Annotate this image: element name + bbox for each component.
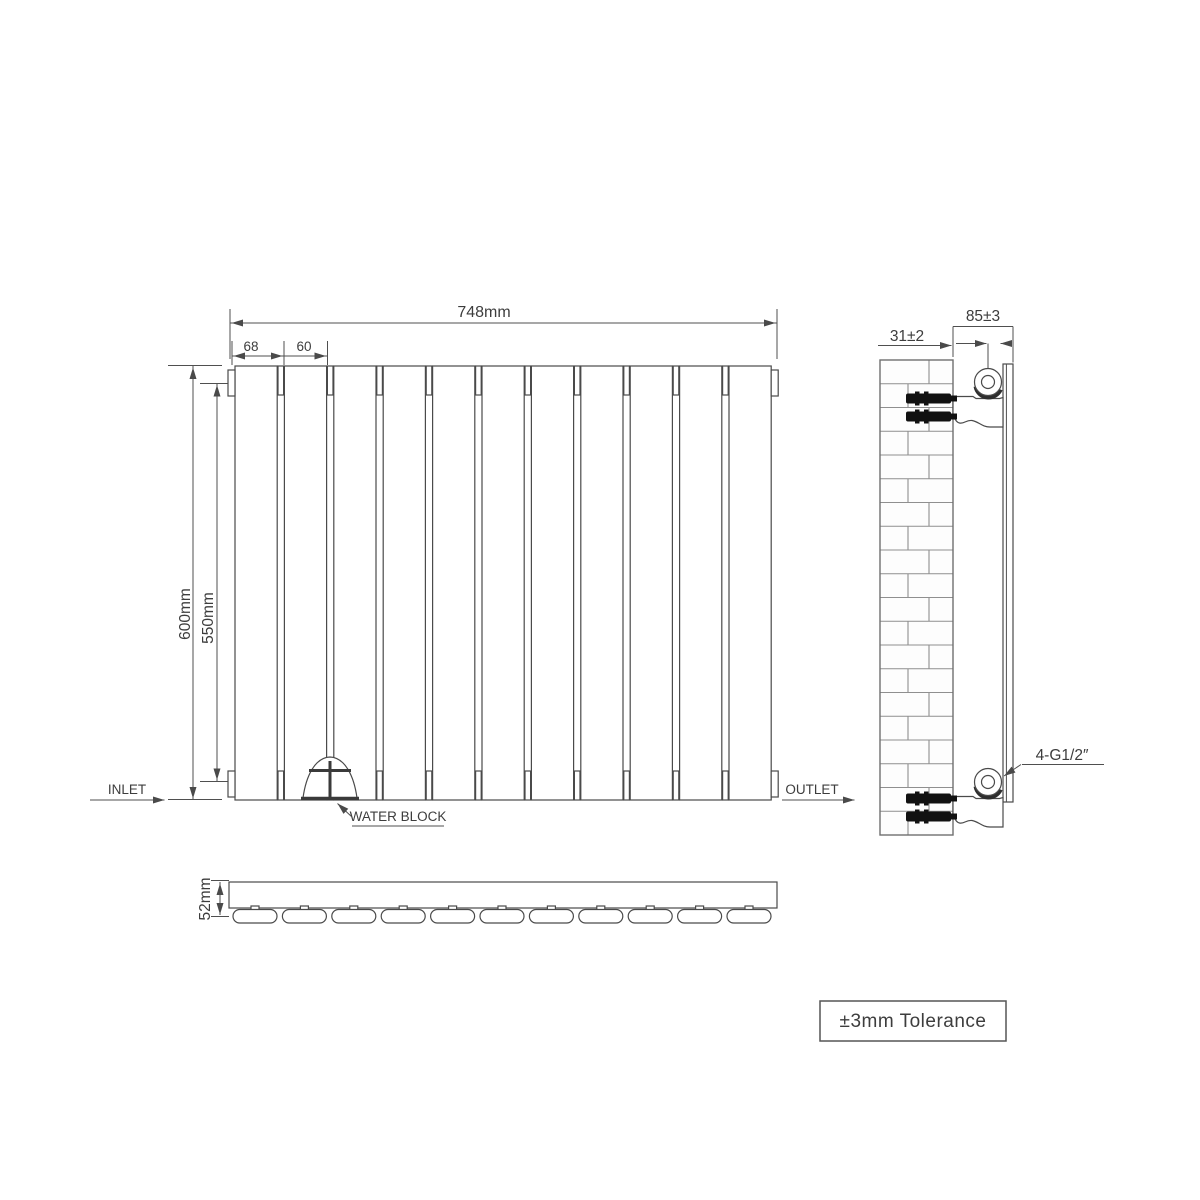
dim-height-text: 600mm bbox=[177, 588, 194, 640]
oval-tube bbox=[480, 910, 524, 924]
radiator-panel bbox=[235, 366, 277, 800]
outlet-annotation bbox=[782, 782, 855, 800]
water-block-annotation bbox=[338, 804, 447, 827]
dim-68-60 bbox=[232, 339, 328, 365]
tolerance-text: ±3mm Tolerance bbox=[839, 1011, 987, 1032]
panel-connector-top bbox=[574, 366, 580, 395]
panel-connector-bottom bbox=[574, 771, 580, 800]
oval-tube bbox=[678, 910, 722, 924]
side-panel-slab bbox=[1003, 364, 1013, 802]
radiator-panel bbox=[334, 366, 376, 800]
radiator-panel bbox=[581, 366, 623, 800]
top-view bbox=[197, 877, 777, 923]
radiator-panel bbox=[433, 366, 475, 800]
oval-tube bbox=[529, 910, 573, 924]
collector-tab bbox=[771, 370, 778, 396]
brick-wall bbox=[880, 360, 953, 835]
oval-tube bbox=[233, 910, 277, 924]
radiator-panel bbox=[383, 366, 425, 800]
panel-connector-bottom bbox=[624, 771, 630, 800]
panel-connector-top bbox=[426, 366, 432, 395]
bracket-arm bbox=[953, 397, 1003, 428]
oval-tube bbox=[628, 910, 672, 924]
radiator-panel bbox=[531, 366, 573, 800]
dim-panel-width-text: 60 bbox=[296, 339, 312, 354]
dim-52 bbox=[197, 877, 229, 920]
panel-connector-bottom bbox=[278, 771, 284, 800]
panel-connector-top bbox=[327, 366, 333, 395]
radiator-panel bbox=[729, 366, 771, 800]
panel-connector-top bbox=[525, 366, 531, 395]
water-block-text: WATER BLOCK bbox=[349, 809, 447, 824]
oval-tube bbox=[727, 910, 771, 924]
dim-pitch-text: 68 bbox=[243, 339, 259, 354]
radiator-panel bbox=[630, 366, 672, 800]
radiator-panel bbox=[284, 366, 326, 800]
radiator-panel bbox=[680, 366, 722, 800]
panel-connector-bottom bbox=[476, 771, 482, 800]
dim-31 bbox=[878, 328, 952, 346]
panel-connector-top bbox=[723, 366, 729, 395]
side-view bbox=[878, 308, 1104, 835]
tolerance-note bbox=[820, 1001, 1006, 1041]
oval-tube bbox=[332, 910, 376, 924]
inlet-text: INLET bbox=[107, 782, 147, 797]
panel-connector-top bbox=[624, 366, 630, 395]
outlet-text: OUTLET bbox=[785, 782, 839, 797]
oval-tube bbox=[579, 910, 623, 924]
dim-connection-height-text: 550mm bbox=[200, 592, 217, 644]
dim-748 bbox=[230, 304, 777, 359]
top-view-body bbox=[229, 882, 777, 908]
front-view bbox=[90, 304, 855, 826]
dim-bracket-depth-text: 85±3 bbox=[965, 308, 1001, 325]
radiator-panel bbox=[482, 366, 524, 800]
thread-text: 4-G1/2″ bbox=[1035, 747, 1089, 764]
oval-tube bbox=[431, 910, 475, 924]
panel-connector-bottom bbox=[525, 771, 531, 800]
dim-width-text: 748mm bbox=[457, 304, 511, 321]
dim-wall-offset-text: 31±2 bbox=[889, 328, 925, 345]
panel-connector-bottom bbox=[723, 771, 729, 800]
collector-tab bbox=[228, 370, 235, 396]
panel-connector-bottom bbox=[426, 771, 432, 800]
dim-600 bbox=[168, 366, 222, 801]
oval-tube bbox=[381, 910, 425, 924]
collector-tab bbox=[228, 771, 235, 797]
collector-tab bbox=[771, 771, 778, 797]
panel-connector-bottom bbox=[673, 771, 679, 800]
anchor-bolt bbox=[906, 392, 957, 406]
thread-annotation bbox=[1004, 747, 1104, 776]
dim-85 bbox=[953, 308, 1013, 368]
panel-connector-bottom bbox=[377, 771, 383, 800]
dim-depth-text: 52mm bbox=[197, 877, 214, 921]
dim-550 bbox=[200, 384, 228, 782]
panel-connector-top bbox=[377, 366, 383, 395]
panel-connector-top bbox=[278, 366, 284, 395]
panel-connector-top bbox=[673, 366, 679, 395]
anchor-bolt bbox=[906, 410, 957, 424]
oval-tube bbox=[282, 910, 326, 924]
front-panels bbox=[228, 366, 778, 800]
inlet-annotation bbox=[90, 782, 165, 800]
pipe-connection-inner-circle bbox=[982, 376, 995, 389]
panel-connector-top bbox=[476, 366, 482, 395]
